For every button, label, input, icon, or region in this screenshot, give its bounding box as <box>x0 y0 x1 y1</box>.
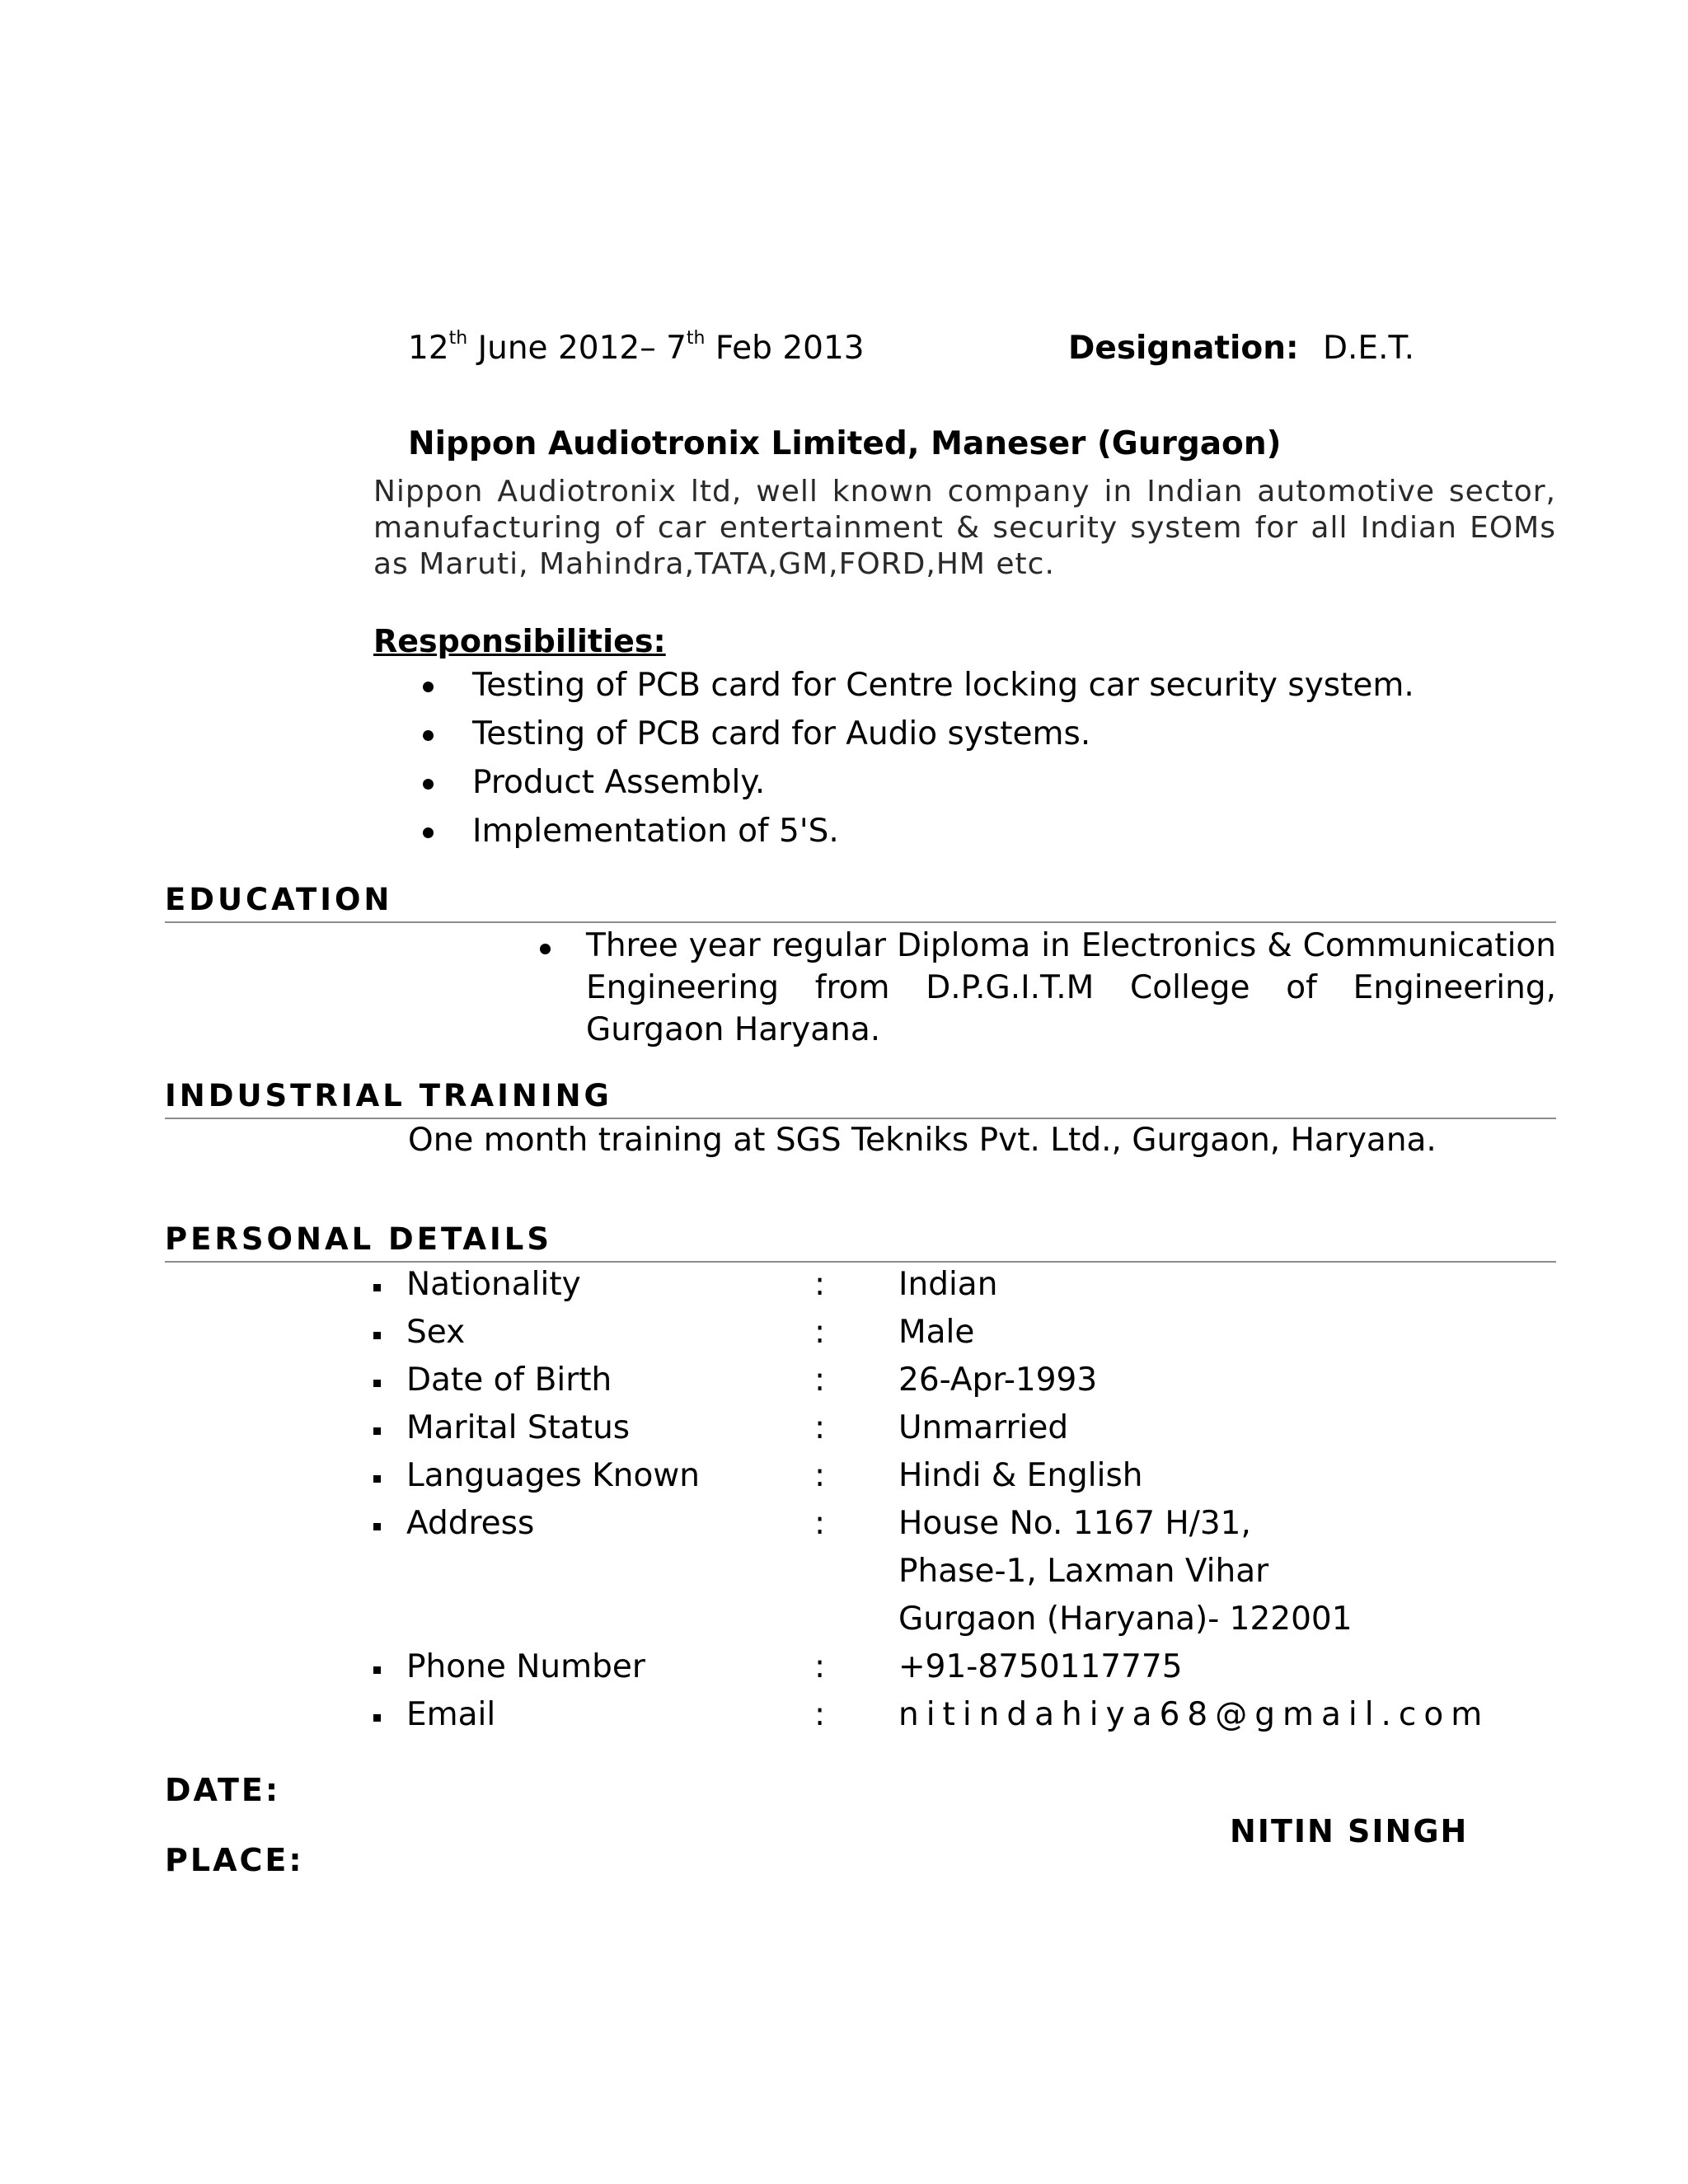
bullet-icon <box>373 1427 381 1435</box>
responsibility-text: Testing of PCB card for Centre locking car security system. <box>472 667 1414 704</box>
experience-period <box>408 330 865 367</box>
bullet-icon <box>373 1284 381 1291</box>
bullet-icon <box>373 1380 381 1387</box>
education-text: Three year regular Diploma in Electronics & Communication Engineering from D.P.G.I.T.M College of Engineering, Gurgaon Haryana. <box>586 927 1556 1048</box>
bullet-icon <box>423 827 434 838</box>
bullet-icon <box>423 730 434 741</box>
detail-label: Sex <box>406 1314 466 1351</box>
designation-label: Designation: <box>1068 330 1299 367</box>
personal-heading: PERSONAL DETAILS <box>165 1221 553 1257</box>
detail-value: Hindi & English <box>898 1457 1143 1494</box>
detail-colon: : <box>814 1314 826 1351</box>
detail-colon: : <box>814 1457 826 1494</box>
detail-value: Phase-1, Laxman Vihar <box>898 1553 1269 1590</box>
detail-value: Indian <box>898 1266 998 1303</box>
signature-name: NITIN SINGH <box>1230 1813 1469 1849</box>
responsibilities-heading: Responsibilities: <box>373 623 666 659</box>
period-start-sup: th <box>448 328 468 349</box>
detail-label: Date of Birth <box>406 1361 612 1399</box>
responsibility-text: Product Assembly. <box>472 764 766 801</box>
bullet-icon <box>423 682 434 692</box>
education-item <box>536 925 1556 1051</box>
section-divider <box>165 1118 1556 1119</box>
bullet-icon <box>373 1475 381 1483</box>
training-text: One month training at SGS Tekniks Pvt. Ltd., Gurgaon, Haryana. <box>408 1122 1437 1159</box>
detail-value: House No. 1167 H/31, <box>898 1505 1251 1542</box>
detail-value: +91-8750117775 <box>898 1648 1183 1685</box>
section-divider <box>165 921 1556 923</box>
bullet-icon <box>540 944 551 954</box>
list-item <box>416 661 1414 710</box>
detail-value: 26-Apr-1993 <box>898 1361 1098 1399</box>
period-end: Feb 2013 <box>705 330 865 367</box>
list-item <box>416 807 1414 855</box>
bullet-icon <box>373 1714 381 1722</box>
list-item <box>416 710 1414 758</box>
detail-value: Gurgaon (Haryana)- 122001 <box>898 1601 1353 1638</box>
designation-value: D.E.T. <box>1323 330 1415 367</box>
bullet-icon <box>423 779 434 790</box>
bullet-icon <box>373 1332 381 1339</box>
detail-label: Languages Known <box>406 1457 700 1494</box>
list-item <box>416 758 1414 807</box>
detail-colon: : <box>814 1505 826 1542</box>
place-label: PLACE: <box>165 1842 304 1878</box>
email-link[interactable]: nitindahiya68@gmail.com <box>898 1696 1490 1733</box>
responsibilities-list <box>416 661 1414 855</box>
responsibility-text: Implementation of 5'S. <box>472 813 839 850</box>
detail-colon: : <box>814 1266 826 1303</box>
education-heading: EDUCATION <box>165 882 393 917</box>
detail-colon: : <box>814 1696 826 1733</box>
period-middle: June 2012– 7 <box>467 330 687 367</box>
detail-colon: : <box>814 1361 826 1399</box>
responsibility-text: Testing of PCB card for Audio systems. <box>472 715 1091 752</box>
period-start-day: 12 <box>408 330 449 367</box>
detail-colon: : <box>814 1409 826 1446</box>
date-label: DATE: <box>165 1772 281 1808</box>
bullet-icon <box>373 1666 381 1674</box>
company-name: Nippon Audiotronix Limited, Maneser (Gurgaon) <box>408 425 1282 462</box>
detail-value: Male <box>898 1314 975 1351</box>
company-description: Nippon Audiotronix ltd, well known company in Indian automotive sector, manufacturing of car entertainment & security system for all Indian EOMs as Maruti, Mahindra,TATA,GM,FORD,HM etc. <box>373 475 1556 581</box>
detail-value: Unmarried <box>898 1409 1069 1446</box>
detail-label: Phone Number <box>406 1648 645 1685</box>
detail-label: Address <box>406 1505 535 1542</box>
detail-label: Marital Status <box>406 1409 631 1446</box>
detail-label: Nationality <box>406 1266 581 1303</box>
bullet-icon <box>373 1523 381 1530</box>
detail-colon: : <box>814 1648 826 1685</box>
detail-label: Email <box>406 1696 496 1733</box>
training-heading: INDUSTRIAL TRAINING <box>165 1078 612 1113</box>
period-end-sup: th <box>686 328 706 349</box>
section-divider <box>165 1261 1556 1263</box>
